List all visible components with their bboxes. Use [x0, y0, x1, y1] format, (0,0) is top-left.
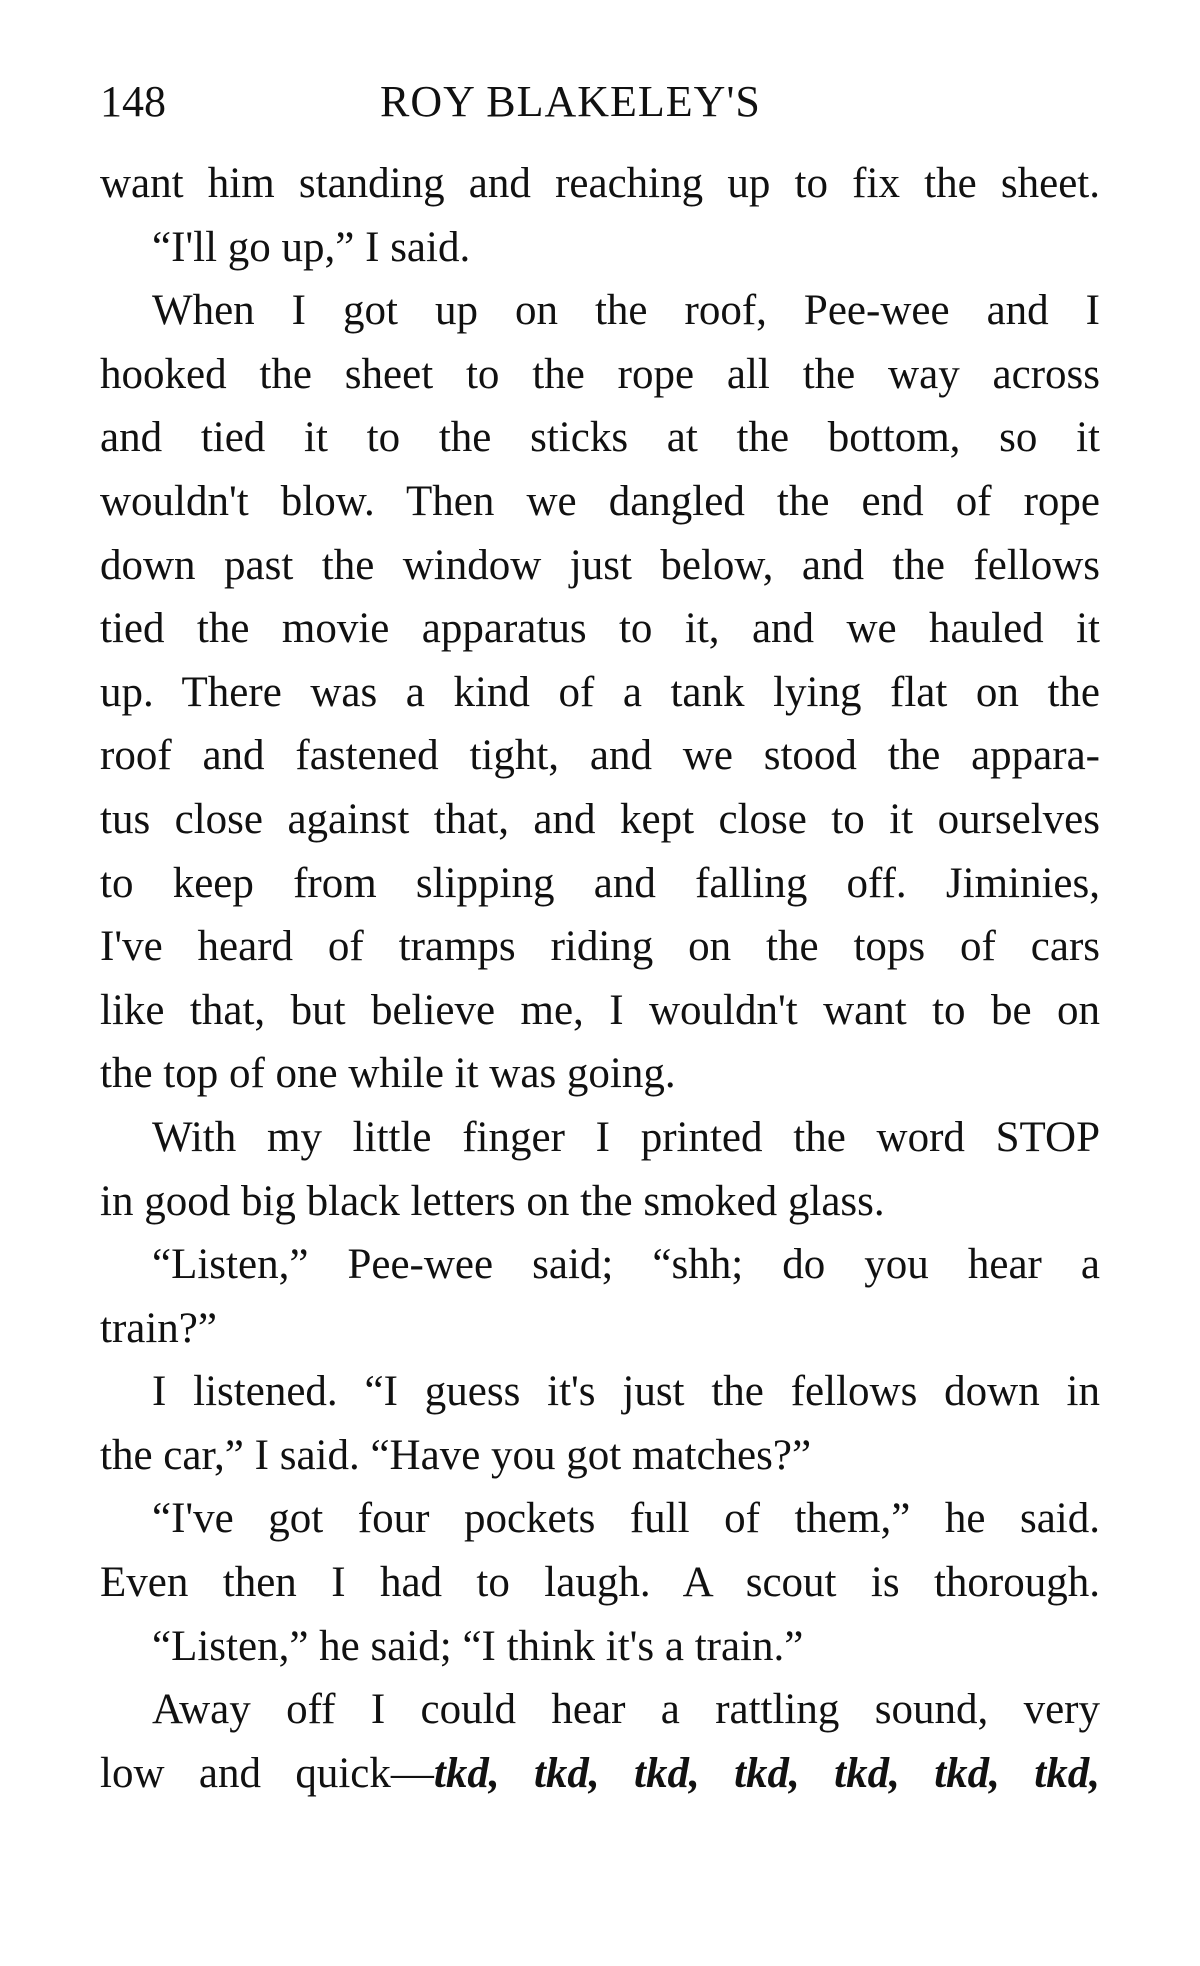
- text-line-last: [100, 1742, 1100, 1806]
- text-line: “Listen,” he said; “I think it's a train.”: [152, 1622, 804, 1670]
- page-number: 148: [100, 77, 166, 126]
- page-header: [100, 72, 1100, 132]
- text-line: “I'll go up,” I said.: [152, 223, 471, 271]
- train-sound-text: tkd, tkd, tkd, tkd, tkd, tkd, tkd,: [433, 1749, 1100, 1797]
- text-line: like that, but believe me, I wouldn't want to be on: [100, 986, 1100, 1034]
- text-line: in good big black letters on the smoked glass.: [100, 1177, 885, 1225]
- text-line: “I've got four pockets full of them,” he said.: [152, 1495, 1100, 1543]
- text-line: tus close against that, and kept close to it ourselves: [100, 795, 1100, 843]
- text-line: wouldn't blow. Then we dangled the end of rope: [100, 477, 1100, 525]
- text-line: and tied it to the sticks at the bottom, so it: [100, 414, 1100, 462]
- text-line: train?”: [100, 1304, 217, 1352]
- text-line: When I got up on the roof, Pee-wee and I: [152, 287, 1100, 335]
- text-line: I listened. “I guess it's just the fellows down in: [152, 1368, 1100, 1416]
- text-line: up. There was a kind of a tank lying flat on the: [100, 668, 1100, 716]
- text-line: the car,” I said. “Have you got matches?”: [100, 1431, 812, 1479]
- text-line: Away off I could hear a rattling sound, very: [152, 1686, 1100, 1734]
- running-title: ROY BLAKELEY'S: [380, 77, 761, 126]
- body-text: [100, 152, 1100, 1805]
- text-line: to keep from slipping and falling off. Jiminies,: [100, 859, 1100, 907]
- text-line: I've heard of tramps riding on the tops of cars: [100, 923, 1100, 971]
- text-line: the top of one while it was going.: [100, 1050, 676, 1098]
- text-line: With my little finger I printed the word STOP: [152, 1113, 1100, 1161]
- text-line: Even then I had to laugh. A scout is thorough.: [100, 1559, 1100, 1607]
- text-line: down past the window just below, and the fellows: [100, 541, 1100, 589]
- text-line: hooked the sheet to the rope all the way across: [100, 350, 1100, 398]
- text-line: “Listen,” Pee-wee said; “shh; do you hear a: [152, 1241, 1100, 1289]
- text-line: tied the movie apparatus to it, and we hauled it: [100, 605, 1100, 653]
- text-line: want him standing and reaching up to fix the sheet.: [100, 160, 1100, 207]
- text-line: roof and fastened tight, and we stood the appara-: [100, 732, 1100, 780]
- last-line-lead: low and quick—: [100, 1749, 434, 1797]
